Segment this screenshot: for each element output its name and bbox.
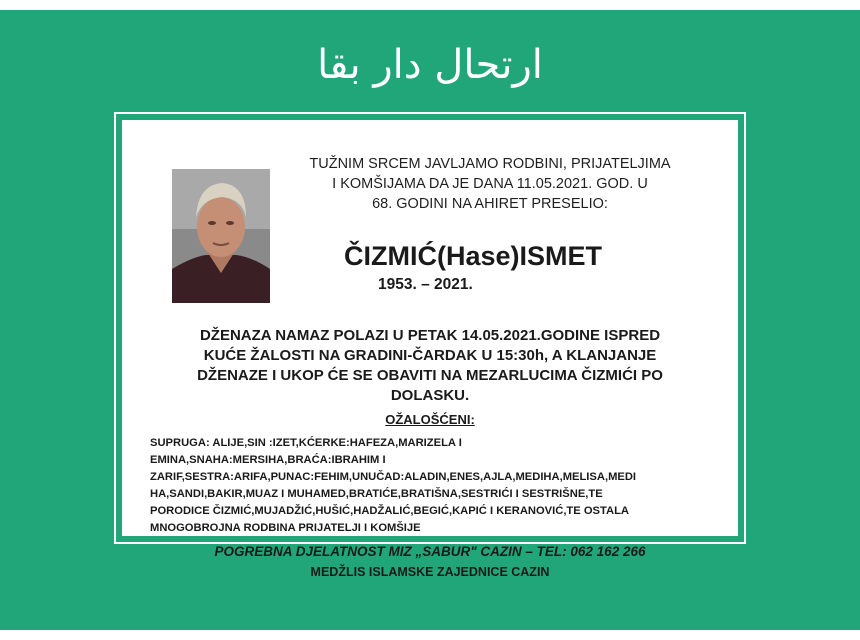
mourners-heading: OŽALOŠĆENI: (385, 412, 475, 427)
calligraphy-text: ارتحال دار بقا (317, 42, 543, 88)
mourners-line: PORODICE ČIZMIĆ,MUJADŽIĆ,HUŠIĆ,HADŽALIĆ,BEGIĆ,KAPIĆ I KERANOVIĆ,TE OSTALA (150, 505, 629, 517)
funeral-details (152, 326, 708, 406)
mourners-line: EMINA,SNAHA:MERSIHA,BRAĆA:IBRAHIM I (150, 454, 386, 466)
funeral-service-info: POGREBNA DJELATNOST MIZ „SABUR" CAZIN – TEL: 062 162 266 (214, 544, 646, 559)
funeral-line: DŽENAZE I UKOP ĆE SE OBAVITI NA MEZARLUCIMA ČIZMIĆI PO (197, 367, 663, 384)
obituary-sheet (0, 10, 860, 630)
funeral-line: DOLASKU. (390, 387, 470, 404)
deceased-name: ČIZMIĆ(Hase)ISMET (344, 241, 603, 271)
arabic-calligraphy-header (300, 28, 560, 98)
funeral-line: KUĆE ŽALOSTI NA GRADINI-ČARDAK U 15:30h, A KLANJANJE (203, 347, 657, 364)
life-years: 1953. – 2021. (378, 276, 473, 293)
announcement-text (272, 154, 708, 214)
islamic-community-name: MEDŽLIS ISLAMSKE ZAJEDNICE CAZIN (310, 565, 550, 579)
mourners-list (150, 435, 735, 537)
announcement-line: I KOMŠIJAMA DA JE DANA 11.05.2021. GOD. U (332, 176, 648, 192)
announcement-line: TUŽNIM SRCEM JAVLJAMO RODBINI, PRIJATELJIMA (309, 156, 671, 172)
deceased-portrait (172, 169, 270, 303)
mourners-line: SUPRUGA: ALIJE,SIN :IZET,KĆERKE:HAFEZA,MARIZELA I (150, 437, 462, 449)
mourners-line: ZARIF,SESTRA:ARIFA,PUNAC:FEHIM,UNUČAD:ALADIN,ENES,AJLA,MEDIHA,MELISA,MEDI (150, 471, 637, 483)
funeral-line: DŽENAZA NAMAZ POLAZI U PETAK 14.05.2021.GODINE ISPRED (199, 327, 661, 344)
mourners-line: MNOGOBROJNA RODBINA PRIJATELJI I KOMŠIJE (150, 522, 421, 534)
announcement-line: 68. GODINI NA AHIRET PRESELIO: (372, 196, 608, 212)
obituary-panel (122, 120, 738, 536)
mourners-line: HA,SANDI,BAKIR,MUAZ I MUHAMED,BRATIĆE,BRATIŠNA,SESTRIĆI I SESTRIŠNE,TE (150, 488, 603, 500)
